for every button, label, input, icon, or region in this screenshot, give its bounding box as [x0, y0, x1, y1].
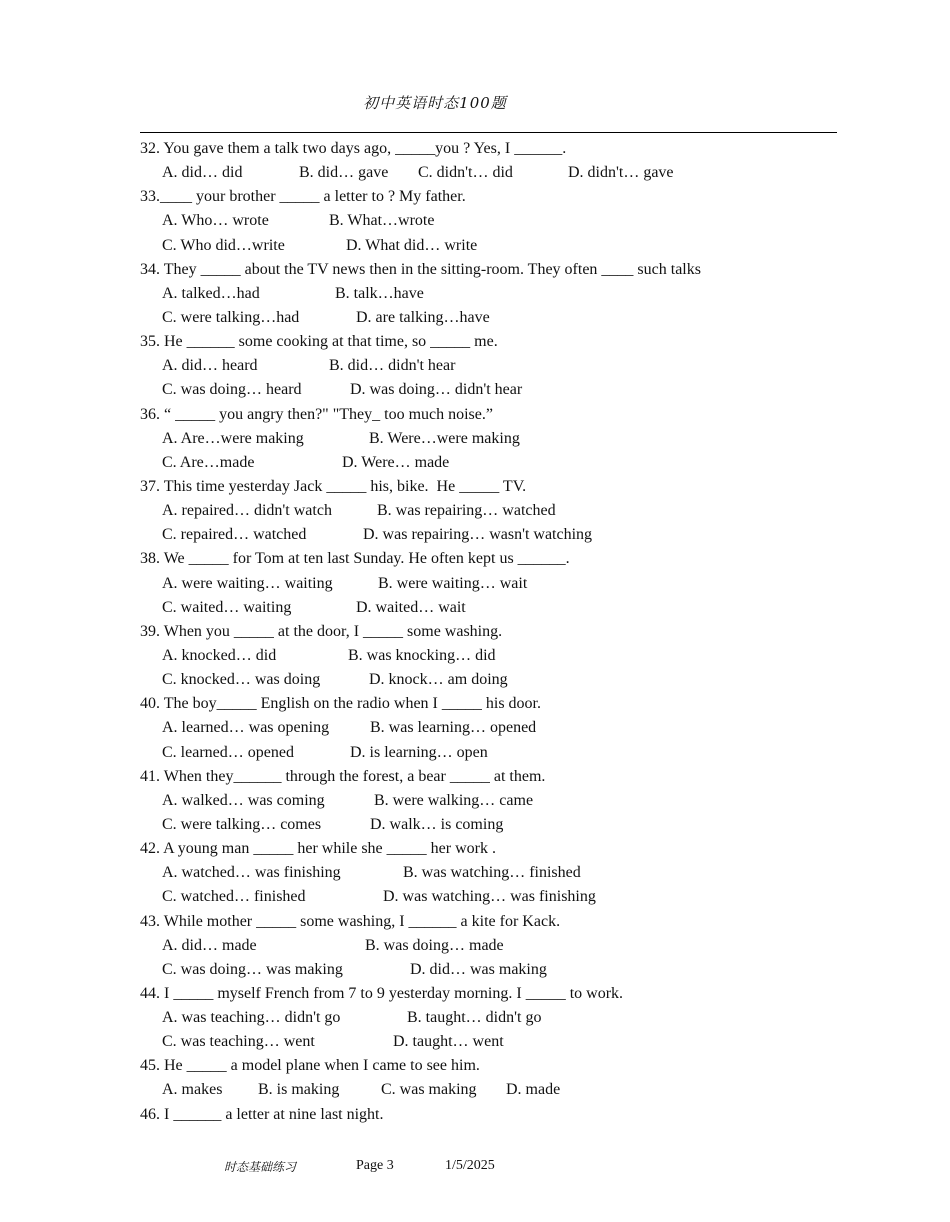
question-stem: 46. I ______ a letter at nine last night.	[140, 1105, 384, 1123]
option-row	[140, 523, 840, 547]
answer-option: A. Who… wrote	[162, 212, 269, 230]
answer-option: A. Are…were making	[162, 429, 304, 447]
answer-option: A. learned… was opening	[162, 719, 330, 737]
option-row	[140, 934, 840, 958]
option-row	[140, 378, 840, 402]
answer-option: D. is learning… open	[350, 743, 488, 761]
footer-date: 1/5/2025	[445, 1158, 495, 1173]
answer-option: B. was watching… finished	[403, 864, 581, 882]
option-row	[140, 451, 840, 475]
answer-option: D. Were… made	[342, 453, 450, 471]
answer-option: B. was learning… opened	[370, 719, 537, 737]
answer-option: B. did… didn't hear	[329, 357, 456, 375]
answer-option: A. did… heard	[162, 357, 258, 375]
answer-option: D. made	[506, 1081, 561, 1099]
option-row	[140, 716, 840, 740]
question-stem: 37. This time yesterday Jack _____ his, bike. He _____ TV.	[140, 477, 527, 495]
answer-option: D. waited… wait	[356, 598, 466, 616]
answer-option: D. knock… am doing	[369, 671, 508, 689]
question-stem: 43. While mother _____ some washing, I ______ a kite for Kack.	[140, 912, 561, 930]
answer-option: C. was making	[381, 1081, 477, 1099]
option-row	[140, 354, 840, 378]
option-row	[140, 209, 840, 233]
option-row	[140, 813, 840, 837]
question-stem: 40. The boy_____ English on the radio when I _____ his door.	[140, 695, 541, 713]
option-row	[140, 789, 840, 813]
answer-option: D. walk… is coming	[370, 815, 504, 833]
option-row	[140, 427, 840, 451]
question-stem: 35. He ______ some cooking at that time, so _____ me.	[140, 333, 498, 351]
question-list	[140, 137, 840, 1127]
option-row	[140, 572, 840, 596]
answer-option: C. Who did…write	[162, 236, 285, 254]
answer-option: A. walked… was coming	[162, 791, 325, 809]
answer-option: D. are talking…have	[356, 308, 490, 326]
answer-option: C. were talking…had	[162, 308, 300, 326]
question-stem: 39. When you _____ at the door, I _____ some washing.	[140, 622, 503, 640]
answer-option: A. knocked… did	[162, 646, 277, 664]
option-row	[140, 958, 840, 982]
answer-option: B. was knocking… did	[348, 646, 496, 664]
option-row	[140, 234, 840, 258]
option-row	[140, 861, 840, 885]
question-stem: 38. We _____ for Tom at ten last Sunday. He often kept us ______.	[140, 550, 570, 568]
answer-option: C. was teaching… went	[162, 1033, 315, 1051]
answer-option: B. was doing… made	[365, 936, 504, 954]
option-row	[140, 161, 840, 185]
answer-option: A. were waiting… waiting	[162, 574, 333, 592]
question-stem: 41. When they______ through the forest, a bear _____ at them.	[140, 767, 546, 785]
answer-option: A. makes	[162, 1081, 223, 1099]
question-stem: 34. They _____ about the TV news then in the sitting-room. They often ____ such talks	[140, 260, 701, 278]
option-row	[140, 741, 840, 765]
option-row	[140, 1078, 840, 1102]
answer-option: B. were walking… came	[374, 791, 534, 809]
answer-option: C. were talking… comes	[162, 815, 322, 833]
answer-option: D. was doing… didn't hear	[350, 381, 523, 399]
answer-option: A. repaired… didn't watch	[162, 502, 332, 520]
answer-option: A. did… did	[162, 164, 243, 182]
answer-option: C. knocked… was doing	[162, 671, 321, 689]
question-stem: 36. “ _____ you angry then?" "They_ too much noise.”	[140, 405, 493, 423]
answer-option: D. was watching… was finishing	[383, 888, 596, 906]
answer-option: D. What did… write	[346, 236, 478, 254]
option-row	[140, 596, 840, 620]
option-row	[140, 499, 840, 523]
answer-option: B. did… gave	[299, 164, 389, 182]
question-stem: 33.____ your brother _____ a letter to ? My father.	[140, 188, 466, 206]
option-row	[140, 1006, 840, 1030]
option-row	[140, 885, 840, 909]
option-row	[140, 1030, 840, 1054]
answer-option: B. is making	[258, 1081, 340, 1099]
answer-option: C. waited… waiting	[162, 598, 292, 616]
answer-option: C. repaired… watched	[162, 526, 307, 544]
answer-option: B. talk…have	[335, 284, 424, 302]
question-stem: 42. A young man _____ her while she _____ her work .	[140, 840, 496, 858]
answer-option: D. taught… went	[393, 1033, 504, 1051]
answer-option: A. was teaching… didn't go	[162, 1009, 341, 1027]
option-row	[140, 644, 840, 668]
answer-option: B. taught… didn't go	[407, 1009, 542, 1027]
answer-option: C. watched… finished	[162, 888, 306, 906]
question-stem: 45. He _____ a model plane when I came to see him.	[140, 1057, 480, 1075]
question-stem: 44. I _____ myself French from 7 to 9 yesterday morning. I _____ to work.	[140, 984, 624, 1002]
answer-option: C. was doing… was making	[162, 960, 343, 978]
answer-option: B. What…wrote	[329, 212, 435, 230]
answer-option: B. was repairing… watched	[377, 502, 556, 520]
page-header-title: 初中英语时态100题	[363, 94, 507, 112]
option-row	[140, 668, 840, 692]
answer-option: C. Are…made	[162, 453, 255, 471]
header-divider	[140, 132, 837, 133]
answer-option: A. did… made	[162, 936, 257, 954]
question-stem: 32. You gave them a talk two days ago, _____you ? Yes, I ______.	[140, 140, 567, 157]
answer-option: D. did… was making	[410, 960, 547, 978]
answer-option: C. was doing… heard	[162, 381, 302, 399]
answer-option: C. learned… opened	[162, 743, 294, 761]
option-row	[140, 282, 840, 306]
option-row	[140, 306, 840, 330]
answer-option: A. watched… was finishing	[162, 864, 341, 882]
answer-option: C. didn't… did	[418, 164, 513, 182]
answer-option: D. was repairing… wasn't watching	[363, 526, 593, 544]
footer-section-title: 时态基础练习	[224, 1160, 297, 1174]
answer-option: B. Were…were making	[369, 429, 520, 447]
answer-option: A. talked…had	[162, 284, 260, 302]
page-footer	[0, 1158, 950, 1180]
answer-option: B. were waiting… wait	[378, 574, 528, 592]
footer-page-number: Page 3	[356, 1158, 394, 1173]
answer-option: D. didn't… gave	[568, 164, 674, 182]
